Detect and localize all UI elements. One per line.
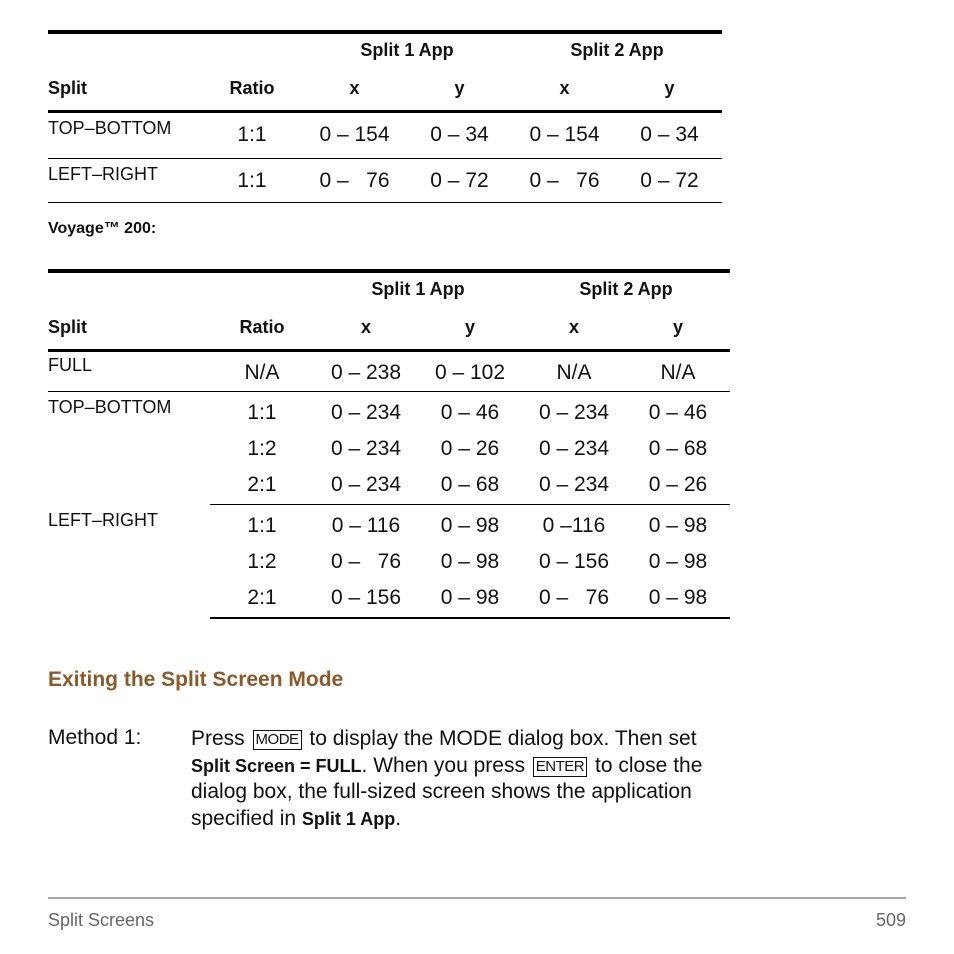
ratio-cell: 2:1 — [210, 587, 314, 618]
split2-y-cell: N/A — [626, 352, 730, 392]
ratio-cell: 1:2 — [247, 437, 277, 460]
split1-x-cell: 0 – 156 — [314, 587, 418, 618]
split2-y-cell: 0 – 72 — [617, 159, 722, 203]
split2-x-cell: 0 – 76 — [512, 159, 617, 203]
ratio-cell: 1:1 — [247, 401, 277, 424]
ratio-cell: 2:1 — [210, 474, 314, 505]
table-row — [48, 113, 722, 159]
page-number: 509 — [875, 910, 906, 930]
split1-x-cell: 0 – 116 — [331, 514, 401, 537]
table-row — [48, 352, 730, 392]
col-header-ratio: Ratio — [239, 316, 285, 337]
split1-x-cell: 0 – 76 — [302, 159, 407, 203]
ratio-cell: 1:1 — [247, 514, 277, 537]
split2-x-cell: 0 – 156 — [538, 550, 610, 573]
col-header-s1x: x — [360, 316, 371, 337]
col-header-s1y: y — [454, 77, 465, 98]
ratio-cell: N/A — [210, 352, 314, 392]
method-description — [191, 726, 711, 832]
enter-key-icon: ENTER — [533, 757, 587, 777]
split2-x-cell: 0 – 234 — [538, 437, 610, 460]
table-row — [48, 505, 730, 552]
mode-key-icon: MODE — [253, 730, 302, 750]
screen-split-table — [48, 30, 722, 203]
text-segment: . When you press — [361, 753, 525, 777]
split1-x-cell: 0 – 234 — [330, 437, 402, 460]
split1-y-cell: 0 – 46 — [440, 401, 500, 424]
split2-y-cell: 0 – 68 — [648, 437, 708, 460]
voyage-split-table — [48, 269, 730, 619]
text-segment: to display the MODE dialog box. Then set — [309, 727, 697, 750]
split2-y-cell: 0 – 46 — [648, 401, 708, 424]
col-header-ratio: Ratio — [229, 77, 275, 98]
split1-y-cell: 0 – 68 — [418, 474, 522, 505]
setting-name: Split 1 App — [301, 808, 396, 829]
split1-x-cell: 0 – 238 — [314, 352, 418, 392]
split1-y-cell: 0 – 98 — [440, 550, 500, 573]
split-label: TOP–BOTTOM — [48, 113, 202, 159]
setting-name: Split Screen = FULL — [191, 755, 362, 776]
split2-y-cell: 0 – 98 — [648, 550, 708, 573]
split2-y-cell: 0 – 98 — [648, 514, 708, 537]
col-header-split: Split — [48, 77, 87, 98]
split1-y-cell: 0 – 98 — [418, 587, 522, 618]
col-header-s2y: y — [672, 316, 683, 337]
col-header-s2y: y — [664, 77, 675, 98]
ratio-cell: 1:2 — [247, 550, 277, 573]
split2-x-cell: 0 – 234 — [522, 474, 626, 505]
split-label: FULL — [48, 352, 210, 392]
method-label: Method 1: — [48, 726, 142, 749]
table-row — [48, 159, 722, 203]
col-header-s1x: x — [349, 77, 360, 98]
col-header-s2x: x — [568, 316, 579, 337]
split1-y-cell: 0 – 98 — [440, 514, 500, 537]
split1-x-cell: 0 – 234 — [314, 474, 418, 505]
ratio-cell: 1:1 — [202, 159, 302, 203]
col-header-s2x: x — [559, 77, 570, 98]
col-header-s1y: y — [464, 316, 475, 337]
col-header-split: Split — [48, 316, 87, 337]
group-header-split1: Split 1 App — [371, 278, 465, 299]
split2-y-cell: 0 – 34 — [617, 113, 722, 159]
split1-y-cell: 0 – 26 — [440, 437, 500, 460]
split2-x-cell: 0 – 76 — [522, 587, 626, 618]
group-header-split2: Split 2 App — [579, 278, 673, 299]
ratio-cell: 1:1 — [202, 113, 302, 159]
split-label: LEFT–RIGHT — [48, 159, 202, 203]
group-header-split2: Split 2 App — [570, 39, 664, 60]
text-segment: Press — [191, 727, 245, 750]
split2-y-cell: 0 – 98 — [626, 587, 730, 618]
split1-x-cell: 0 – 234 — [330, 401, 402, 424]
voyage-label: Voyage™ 200: — [48, 220, 157, 237]
footer-divider — [48, 897, 906, 899]
split1-x-cell: 0 – 76 — [330, 550, 402, 573]
split1-y-cell: 0 – 102 — [418, 352, 522, 392]
section-heading: Exiting the Split Screen Mode — [48, 668, 344, 691]
group-header-split1: Split 1 App — [360, 39, 454, 60]
text-segment: to close the dialog box, the full-sized screen shows the application specified in — [191, 753, 703, 830]
split1-y-cell: 0 – 34 — [407, 113, 512, 159]
split2-x-cell: N/A — [522, 352, 626, 392]
table-row — [48, 392, 730, 439]
split2-y-cell: 0 – 26 — [626, 474, 730, 505]
footer-chapter-title: Split Screens — [48, 910, 155, 930]
split2-x-cell: 0 – 154 — [512, 113, 617, 159]
split-label: LEFT–RIGHT — [48, 509, 159, 530]
split1-x-cell: 0 – 154 — [302, 113, 407, 159]
split-label: TOP–BOTTOM — [48, 397, 172, 417]
text-segment: . — [395, 806, 402, 830]
split2-x-cell: 0 – 234 — [538, 401, 610, 424]
split1-y-cell: 0 – 72 — [407, 159, 512, 203]
split2-x-cell: 0 –116 — [542, 514, 606, 537]
